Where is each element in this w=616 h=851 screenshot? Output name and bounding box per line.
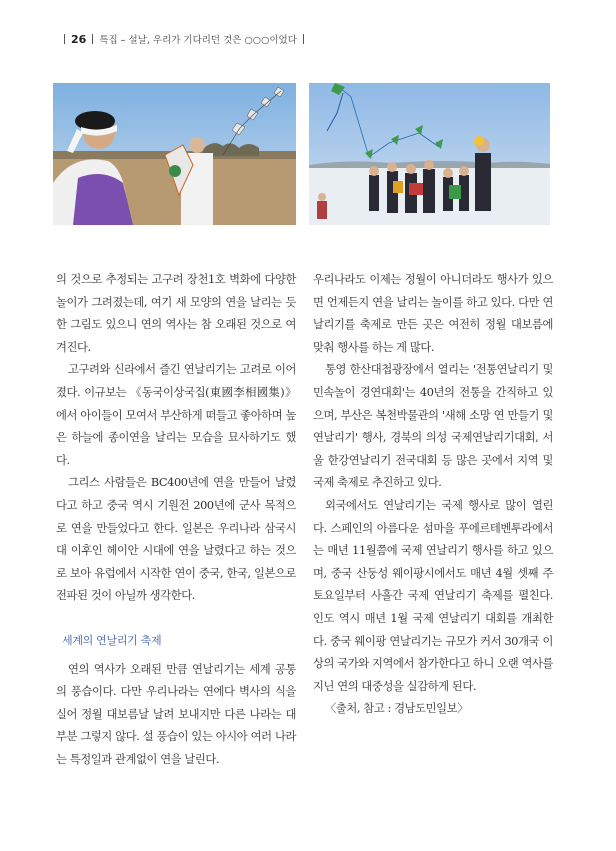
paragraph: 그리스 사람들은 BC400년에 연을 만들어 날렸다고 하고 중국 역시 기원전 200년에 군사 목적으로 연을 만들었다고 한다. 일본은 우리나라 삼국시대 이후인 헤이안 시대에 연을 날렸다고 하는 것으로 보아 유럽에서 시작한 연이 중국, 한국, 일본으로 전파된 것이 아닐까 생각한다.: [56, 476, 296, 603]
paragraph: 연의 역사가 오래된 만큼 연날리기는 세계 공통의 풍습이다. 다만 우리나라는 연에다 벽사의 식을 실어 정월 대보름날 날려 보내지만 다른 나라는 대부분 그렇지 않다. 설 풍습이 있는 아시아 여러 나라는 특정일과 관계없이 연을 날린다.: [56, 662, 296, 766]
paragraph: 고구려와 신라에서 즐긴 연날리기는 고려로 이어졌다. 이규보는 《동국이상국집(東國李相國集)》에서 아이들이 모여서 부산하게 떠들고 좋아하며 높은 하늘에 종이연을 날리는 모습을 묘사하기도 했다.: [56, 363, 296, 467]
section-title-header: 특집 – 설날, 우리가 기다리던 것은 ○○○이었다: [99, 35, 297, 46]
right-text-column: [313, 269, 553, 721]
paragraph: 외국에서도 연날리기는 국제 행사로 많이 열린다. 스페인의 아름다운 섬마을 푸에르테벤투라에서는 매년 11월쯤에 국제 연날리기 행사를 하고 있으며, 중국 산둥성 웨이팡시에서도 매년 4월 셋째 주 토요일부터 사흘간 국제 연날리기 축제를 펼친다. 인도 역시 매년 1월 국제 연날리기 대회를 개최한다. 중국 웨이팡 연날리기는 규모가 커서 30개국 이상의 국가와 지역에서 참가한다고 하니 오랜 역사를 지닌 연의 대중성을 실감하게 된다.: [313, 498, 553, 693]
section-heading: 세계의 연날리기 축제: [62, 633, 162, 647]
paragraph: 의 것으로 추정되는 고구려 장천1호 벽화에 다양한 놀이가 그려졌는데, 여기 새 모양의 연을 날리는 듯한 그림도 있으니 연의 역사는 참 오래된 것으로 여겨진다.: [56, 273, 296, 354]
paragraph: 통영 한산대첩광장에서 열리는 '전통연날리기 및 민속놀이 경연대회'는 40년의 전통을 간직하고 있으며, 부산은 복천박물관의 '새해 소망 연 만들기 및 연날리기' 행사, 경북의 의성 국제연날리기대회, 서울 한강연날리기 전국대회 등 많은 곳에서 지역 및 국제 축제로 추진하고 있다.: [313, 363, 553, 490]
photo-kite-festival-snow: [309, 83, 550, 225]
header-divider: [64, 34, 65, 44]
page-number: 26: [71, 32, 87, 46]
photo-kite-flying-field: [53, 83, 296, 225]
source-citation: 〈출처, 참고 : 경남도민일보〉: [325, 702, 469, 716]
header-divider: [303, 34, 304, 44]
left-text-column: [56, 269, 296, 771]
header-divider: [92, 34, 93, 44]
paragraph: 우리나라도 이제는 정월이 아니더라도 행사가 있으면 언제든지 연을 날리는 놀이를 하고 있다. 다만 연날리기를 축제로 만든 곳은 여전히 정월 대보름에 맞춰 행사를 하는 게 많다.: [313, 273, 553, 354]
page-header: [58, 32, 310, 46]
